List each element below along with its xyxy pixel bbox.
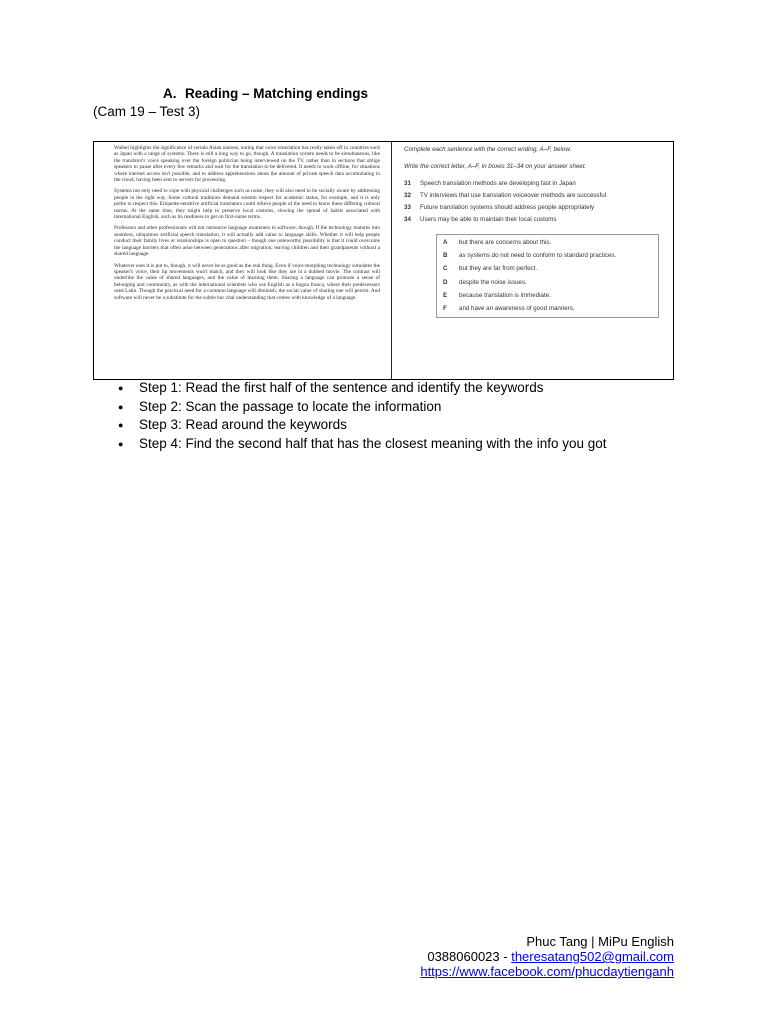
facebook-link[interactable]: https://www.facebook.com/phucdaytienganh	[420, 964, 674, 979]
question-text: Speech translation methods are developing fast in Japan	[420, 180, 576, 187]
question-item	[404, 180, 666, 187]
ending-text: because translation is immediate.	[459, 291, 551, 299]
author-name: Phuc Tang | MiPu English	[526, 934, 674, 949]
question-item	[404, 192, 666, 199]
ending-item	[443, 292, 652, 299]
ending-text: but they are far from perfect.	[459, 265, 538, 273]
ending-letter: D	[443, 278, 448, 286]
ending-letter: F	[443, 304, 447, 312]
ending-letter: B	[443, 252, 448, 260]
ending-letter: A	[443, 239, 448, 246]
ending-item	[443, 239, 652, 246]
question-panel	[404, 146, 666, 312]
bullet-icon: ●	[118, 439, 124, 450]
column-divider	[391, 142, 392, 379]
ending-item	[443, 265, 652, 272]
question-text: TV interviews that use translation voiceover methods are successful	[420, 192, 607, 199]
reading-passage	[114, 145, 380, 377]
step-text: Step 2: Scan the passage to locate the information	[139, 398, 442, 414]
heading-letter: A.	[163, 86, 177, 101]
step-item	[118, 379, 607, 398]
bullet-icon: ●	[118, 420, 124, 431]
instruction-1: Complete each sentence with the correct ending, A–F, below.	[404, 146, 572, 153]
step-item	[118, 416, 607, 435]
passage-paragraph: Whatever uses it is put to, though, it will never be as good as the real thing. Even if voice-morphing technology simulates the speaker's voice, their lip movements won't match, and they will look like they are in a dubbed movie. The contrast will underline the value of shared languages, and the value of learning them. Sharing a language can promote a sense of belonging and community, as with the international scientists who use English as a lingua franca, where their predecessors used Latin. Though the practical need for a common language will diminish, the social value of sharing one will persist. And software will never be a substitute for the subtle but vital understanding that comes with knowledge of a language.	[114, 262, 380, 301]
bullet-icon: ●	[118, 401, 124, 412]
question-text: Future translation systems should address people appropriately	[420, 204, 595, 211]
exercise-image	[93, 141, 674, 380]
step-text: Step 3: Read around the keywords	[139, 417, 347, 433]
question-number: 34	[404, 216, 411, 223]
ending-item	[443, 305, 652, 312]
question-item	[404, 216, 666, 223]
ending-letter: E	[443, 291, 448, 299]
bullet-icon: ●	[118, 383, 124, 393]
endings-box	[436, 234, 659, 318]
ending-text: despite the noise issues.	[459, 278, 527, 286]
step-text: Step 4: Find the second half that has the closest meaning with the info you got	[139, 436, 607, 452]
passage-paragraph: Professors and other professionals will not outsource language awareness to software, though. If the technology matures into seamless, ubiquitous artificial speech translation, it will actually add value to language skills. Whether it will help people conduct their family lives or relationships is open to question – though one noteworthy possibility is that it could overcome the language barriers that often arise between generations after migration, leaving children and their grandparents without a shared language.	[114, 225, 380, 258]
steps-list	[118, 379, 607, 454]
ending-text: and have an awareness of good manners.	[459, 304, 575, 312]
question-item	[404, 204, 666, 211]
heading-title: Reading – Matching endings	[185, 86, 369, 101]
question-number: 32	[404, 192, 411, 199]
section-heading	[163, 86, 368, 101]
footer-contact	[420, 934, 674, 979]
passage-paragraph: Waibel highlights the significance of certain Asian nations, noting that voice translation has really taken off in countries such as Japan with a range of systems. There is still a long way to go, though. A translation system needs to be simultaneous, like the translator's voice speaking over the foreign politician being interviewed on the TV, rather than in sections that oblige speakers to pause after every few remarks and wait for the translation to be delivered. It needs to work offline, for situations where internet access isn't possible, and to address apprehensions about the amount of private speech data accumulating in the cloud, having been sent to servers for processing.	[114, 145, 380, 184]
ending-text: as systems do not need to conform to standard practices.	[459, 252, 617, 260]
question-number: 33	[404, 204, 411, 211]
instruction-2: Write the correct letter, A–F, in boxes 31–34 on your answer sheet.	[404, 163, 587, 170]
ending-item	[443, 279, 652, 286]
question-text: Users may be able to maintain their local customs	[420, 216, 557, 223]
phone-number: 0388060023 -	[427, 949, 512, 964]
question-number: 31	[404, 180, 411, 187]
step-text: Step 1: Read the first half of the sentence and identify the keywords	[139, 380, 544, 395]
contact-line	[420, 949, 674, 964]
ending-letter: C	[443, 265, 448, 273]
test-reference: (Cam 19 – Test 3)	[93, 104, 201, 119]
step-item	[118, 398, 607, 417]
ending-item	[443, 252, 652, 259]
step-item	[118, 435, 607, 454]
email-link[interactable]: theresatang502@gmail.com	[511, 949, 674, 964]
passage-paragraph: Systems not only need to cope with physical challenges such as noise, they will also need to be socially aware by addressing people in the right way. Some cultural traditions demand solemn respect for academic status, for example, and it is only polite to respect this. Etiquette-sensitive artificial translators could relieve people of the need to know these differing cultural norms. At the same time, they might help to preserve local customs, slowing the spread of habits associated with international English, such as its readiness to get on first-name terms.	[114, 188, 380, 221]
ending-text: but there are concerns about this.	[459, 239, 552, 246]
